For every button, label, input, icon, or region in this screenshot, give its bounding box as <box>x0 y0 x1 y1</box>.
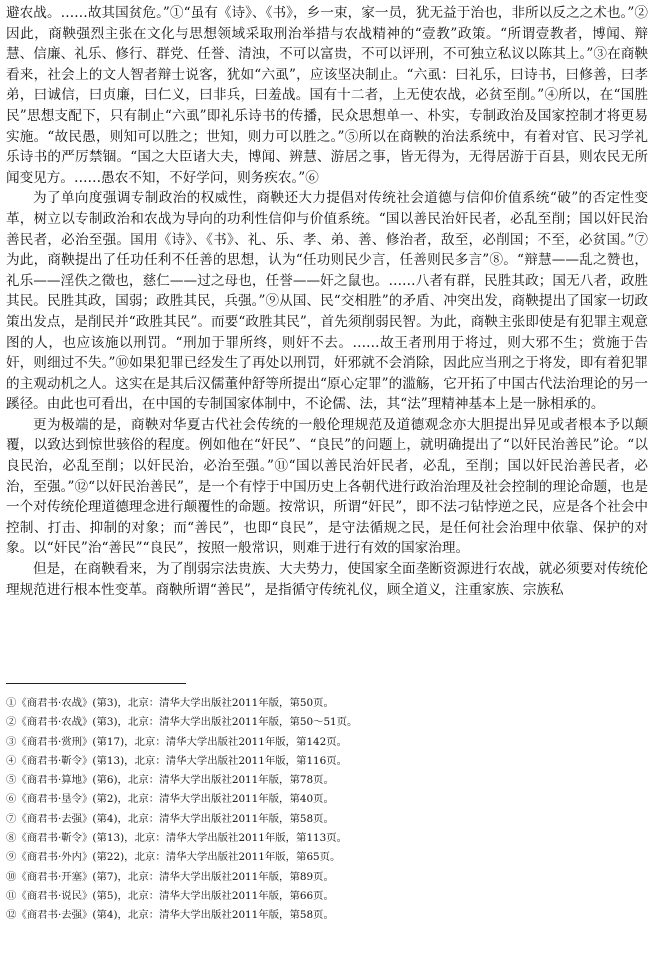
footnote-1: ①《商君书·农战》(第3)，北京：清华大学出版社2011年版，第50页。 <box>6 697 334 709</box>
footnote-5: ⑤《商君书·算地》(第6)，北京：清华大学出版社2011年版，第78页。 <box>6 774 334 787</box>
footnote-12: ⑫《商君书·去强》(第4)，北京：清华大学出版社2011年版，第58页。 <box>6 909 334 922</box>
paragraph-1: 避农战。……故其国贫危。”①“虽有《诗》、《书》，乡一束，家一员，犹无益于治也，非所以反之之术也。”②因此，商鞅强烈主张在文化与思想领域采取刑治举措与农战精神的“壹教”政策。“所谓壹教者，博闻、辩慧、信廉、礼乐、修行、群党、任誉、清浊，不可以富贵，不可以评刑，不可独立私议以陈其上。”③在商鞅看来，社会上的文人智者辩士说客，犹如“六虱”，应该坚决制止。“六虱：曰礼乐，曰诗书，曰修善，曰孝弟，曰诚信，曰贞廉，曰仁义，曰非兵，曰羞战。国有十二者，上无使农战，必贫至削。”④所以，在“国胜民”思想支配下，只有制止“六虱”即礼乐诗书的传播，民众思想单一、朴实，专制政治及国家控制才将更易实施。“故民愚，则知可以胜之；世知，则力可以胜之。”⑤所以在商鞅的治法系统中，有着对官、民习学礼乐诗书的严厉禁锢。“国之大臣诸大夫，博闻、辨慧、游居之事，皆无得为，无得居游于百县，则农民无所闻变见方。……愚农不知，不好学问，则务疾农。”⑥ <box>6 5 648 186</box>
page-body <box>6 3 648 600</box>
paragraph-3: 更为极端的是，商鞅对华夏古代社会传统的一般伦理规范及道德观念亦大胆提出异见或者根本予以颠覆，以致达到惊世骇俗的程度。例如他在“奸民”、“良民”的问题上，就明确提出了“以奸民治善民”论。“以良民治，必乱至削；以奸民治，必治至强。”⑪“国以善民治奸民者，必乱，至削；国以奸民治善民者，必治，至强。”⑫“以奸民治善民”，是一个有悖于中国历史上各朝代进行政治治理及社会控制的理论命题，也是一个对传统伦理道德理念进行颠覆性的命题。按常识，所谓“奸民”，即不法刁钻悖逆之民，应是各个社会中控制、打击、抑制的对象；而“善民”，也即“良民”，是守法循规之民，是任何社会治理中依靠、保护的对象。以“奸民”治“善民”“良民”，按照一般常识，则难于进行有效的国家治理。 <box>6 416 648 557</box>
footnote-2: ②《商君书·农战》(第3)，北京：清华大学出版社2011年版，第50～51页。 <box>6 716 358 729</box>
footnote-11: ⑪《商君书·说民》(第5)，北京：清华大学出版社2011年版，第66页。 <box>6 889 334 902</box>
footnote-7: ⑦《商君书·去强》(第4)，北京：清华大学出版社2011年版，第58页。 <box>6 812 334 825</box>
footnote-6: ⑥《商君书·垦令》(第2)，北京：清华大学出版社2011年版，第40页。 <box>6 793 334 806</box>
footnotes <box>6 694 646 926</box>
footnote-4: ④《商君书·靳令》(第13)，北京：清华大学出版社2011年版，第116页。 <box>6 754 348 767</box>
paragraph-2: 为了单向度强调专制政治的权威性，商鞅还大力提倡对传统社会道德与信仰价值系统“破”的否定性变革，树立以专制政治和农战为导向的功利性信仰与价值系统。“国以善民治奸民者，必乱至削；国以奸民治善民者，必治至强。国用《诗》、《书》、礼、乐、孝、弟、善、修治者，敌至，必削国；不至，必贫国。”⑦为此，商鞅提出了任功任利不任善的思想，认为“任功则民少言，任善则民多言”⑧。“辩慧——乱之赞也，礼乐——淫佚之徵也，慈仁——过之母也，任誉——奸之鼠也。……八者有群，民胜其政；国无八者，政胜其民。民胜其政，国弱；政胜其民，兵强。”⑨从国、民“交相胜”的矛盾、冲突出发，商鞅提出了国家一切政策出发点，是削民并“政胜其民”。而要“政胜其民”，首先须削弱民智。为此，商鞅主张即使是有犯罪主观意图的人，也应该施以刑罚。“刑加于罪所终，则奸不去。……故王者刑用于将过，则大邪不生；赏施于告奸，则细过不失。”⑩如果犯罪已经发生了再处以刑罚，奸邪就不会消除，因此应当刑之于将发，即有着犯罪的主观动机之人。这实在是其后汉儒董仲舒等所提出“原心定罪”的滥觞，它开拓了中国古代法治理论的另一蹊径。由此也可看出，在中国的专制国家体制中，不论儒、法，其“法”理精神基本上是一脉相承的。 <box>6 190 648 413</box>
footnote-10: ⑩《商君书·开塞》(第7)，北京：清华大学出版社2011年版，第89页。 <box>6 870 334 883</box>
paragraph-4: 但是，在商鞅看来，为了削弱宗法贵族、大夫势力，使国家全面垄断资源进行农战，就必须要对传统伦理规范进行根本性变革。商鞅所谓“善民”，是指循守传统礼仪，顾全道义，注重家族、宗族私 <box>6 561 648 598</box>
footnote-divider <box>6 683 186 684</box>
footnote-3: ③《商君书·赏刑》(第17)，北京：清华大学出版社2011年版，第142页。 <box>6 735 348 748</box>
footnote-9: ⑨《商君书·外内》(第22)，北京：清华大学出版社2011年版，第65页。 <box>6 851 341 864</box>
footnote-8: ⑧《商君书·靳令》(第13)，北京：清华大学出版社2011年版，第113页。 <box>6 832 348 845</box>
